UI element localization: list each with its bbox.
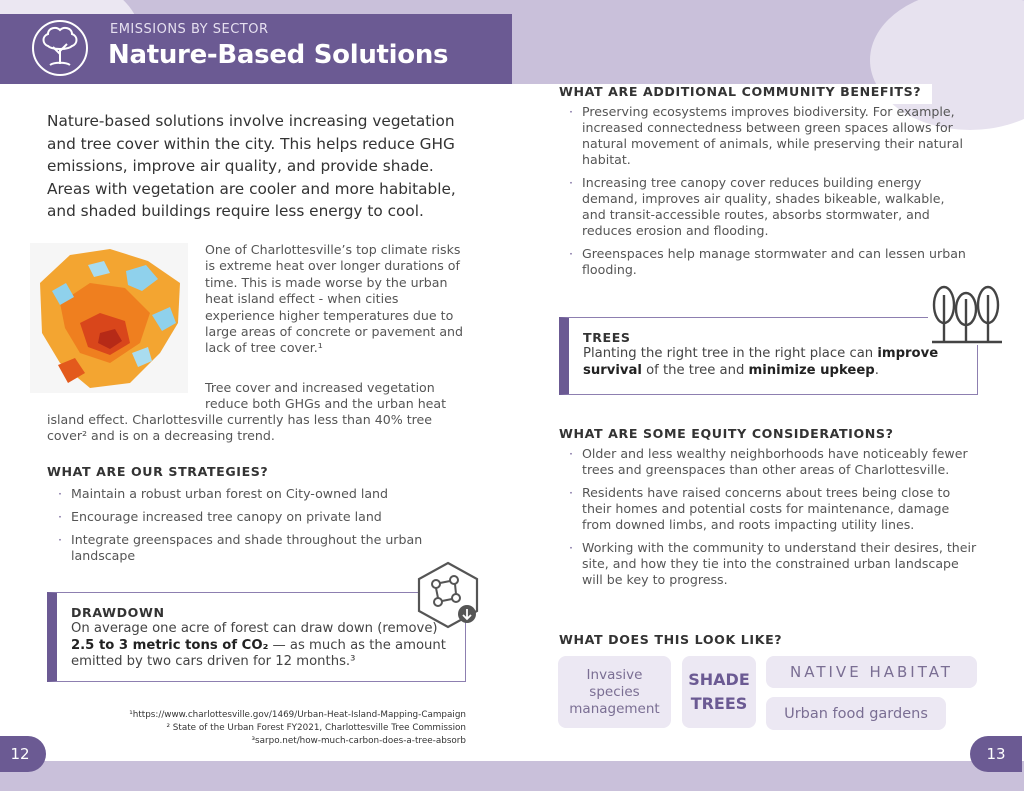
list-item: · Older and less wealthy neighborhoods have noticeably fewer trees and greenspaces than other areas of Charlottesville. [568,446,978,478]
drawdown-text [71,621,451,671]
trees-heading: TREES [583,330,631,345]
trees-callout [559,317,978,395]
tree-logo-icon [30,18,90,78]
tree-cover-paragraph-start: Tree cover and increased vegetation reduce both GHGs and the urban heat [205,380,447,412]
list-item: · Encourage increased tree canopy on private land [57,509,467,525]
benefits-list [568,104,968,285]
strategies-heading: WHAT ARE OUR STRATEGIES? [47,464,269,479]
drawdown-callout [47,592,466,682]
list-item: · Working with the community to understand their desires, their site, and how they tie into the constrained urban landscape will be key to progress. [568,540,978,588]
tag-shade-trees: SHADE TREES [682,656,756,728]
heat-risk-paragraph: One of Charlottesville’s top climate risks is extreme heat over longer durations of time. This is made worse by the urban heat island effect - when cities experience higher temperatures due to large areas of concrete or pavement and lack of tree cover.¹ [205,242,464,356]
list-item: · Increasing tree canopy cover reduces building energy demand, improves air quality, shades bikeable, walkable, and transit-accessible routes, absorbs stormwater, and reduces erosion and flooding. [568,175,968,239]
top-band-right [500,0,920,84]
trees-icon [928,283,1004,345]
tree-cover-paragraph-end: island effect. Charlottesville currently has less than 40% tree cover² and is on a decreasing trend. [47,412,433,444]
equity-heading: WHAT ARE SOME EQUITY CONSIDERATIONS? [559,426,894,441]
benefits-heading: WHAT ARE ADDITIONAL COMMUNITY BENEFITS? [559,84,922,99]
list-item: · Greenspaces help manage stormwater and can lessen urban flooding. [568,246,968,278]
list-item: · Preserving ecosystems improves biodiversity. For example, increased connectedness between green spaces allows for natural movement of animals, while preserving their natural habitat. [568,104,968,168]
footnote-2: ² State of the Urban Forest FY2021, Charlottesville Tree Commission [166,723,466,734]
equity-list [568,446,978,595]
heat-island-map-image [30,243,188,393]
drawdown-text-b: — as much as the amount emitted by two cars driven for 12 months.³ [71,637,446,669]
list-item: · Integrate greenspaces and shade throughout the urban landscape [57,532,467,564]
drawdown-heading: DRAWDOWN [71,605,165,620]
strategies-list [57,486,467,571]
trees-bold-a: improve survival [583,346,939,378]
page-title: Nature-Based Solutions [108,40,449,70]
molecule-network-icon [414,560,482,630]
list-item: · Residents have raised concerns about trees being close to their homes and potential costs for maintenance, damage from downed limbs, and roots impacting utility lines. [568,485,978,533]
intro-paragraph: Nature-based solutions involve increasing vegetation and tree cover within the city. This helps reduce GHG emissions, improve air quality, and provide shade. Areas with vegetation are cooler and more habitable, and shaded buildings require less energy to cool. [47,112,456,220]
drawdown-text-a: On average one acre of forest can draw down (remove) [71,621,438,636]
trees-text [583,346,963,379]
page-number-right: 13 [970,736,1022,772]
bottom-band [0,761,1024,791]
trees-text-a: Planting the right tree in the right place can [583,346,878,361]
page-number-left: 12 [0,736,46,772]
look-like-heading: WHAT DOES THIS LOOK LIKE? [559,632,783,647]
trees-bold-b: minimize upkeep [748,362,875,378]
footnotes [60,709,466,749]
section-kicker: EMISSIONS BY SECTOR [110,22,269,37]
footnote-1[interactable]: ¹https://www.charlottesville.gov/1469/Urban-Heat-Island-Mapping-Campaign [129,710,466,720]
trees-text-b: of the tree and [641,362,749,378]
list-item: · Maintain a robust urban forest on City-owned land [57,486,467,502]
tag-invasive-species: Invasive species management [558,656,671,728]
tag-urban-food-gardens: Urban food gardens [766,697,946,730]
footnote-3[interactable]: ³sarpo.net/how-much-carbon-does-a-tree-absorb [251,736,466,747]
drawdown-bold: 2.5 to 3 metric tons of CO₂ [71,637,269,653]
tag-native-habitat: NATIVE HABITAT [766,656,977,688]
trees-text-c: . [874,362,879,378]
